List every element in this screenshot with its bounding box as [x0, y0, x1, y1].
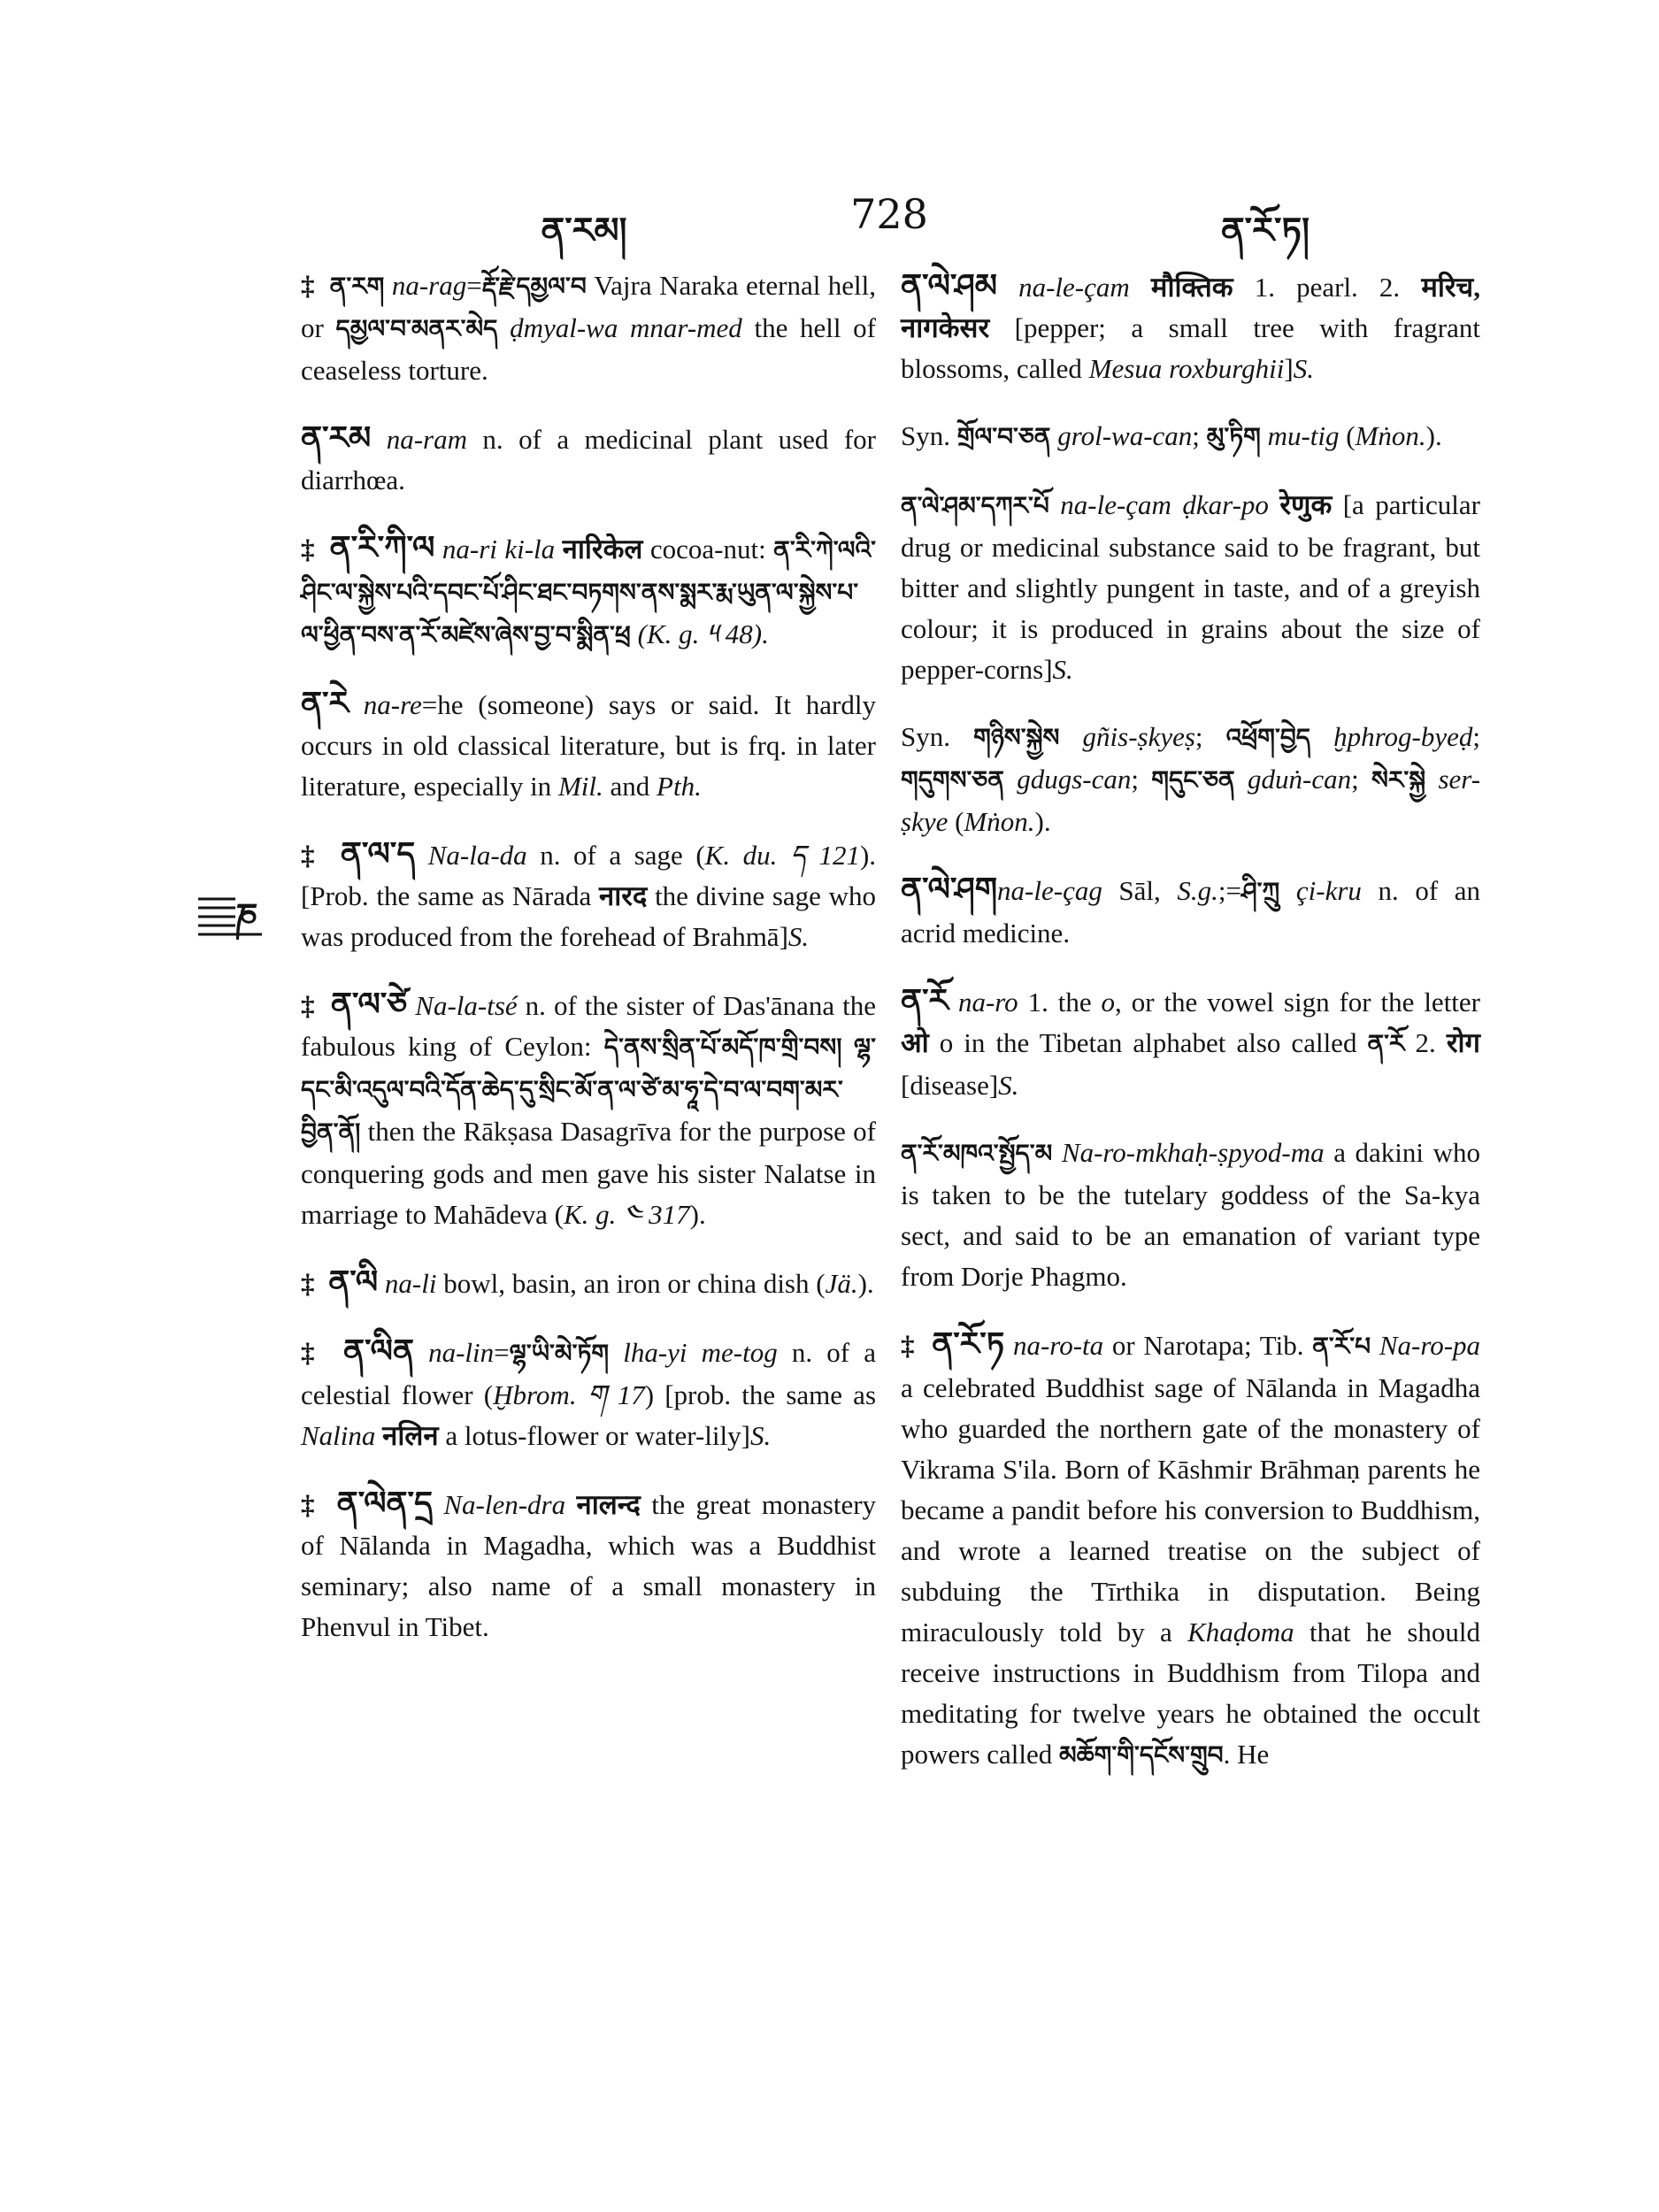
entry-na-lin	[301, 1331, 876, 1456]
translit-text: mu-tig	[1267, 420, 1340, 451]
definition-text: ;	[1131, 764, 1152, 795]
tibetan-text: གདུང་ཅན	[1151, 767, 1235, 795]
definition-text: [pepper; a small tree with fragrant blossoms, called	[901, 312, 1480, 384]
devanagari-text: नालन्द	[576, 1489, 641, 1520]
definition-text: ).	[1034, 806, 1051, 837]
devanagari-text: नारिकेल	[562, 534, 643, 565]
tibetan-text: གྲོལ་བ་ཅན	[956, 424, 1051, 451]
entry-synonyms-2	[901, 717, 1480, 842]
translit-text: ser-ṣkye	[901, 764, 1481, 837]
reference: Pth.	[657, 771, 702, 802]
definition-text: that he should receive instructions in Buddhism from Tilopa and meditating for twelve years he obtained the occult powers called	[901, 1617, 1481, 1770]
entry-na-le-cag	[901, 869, 1480, 954]
headword-translit: na-le-çag	[997, 875, 1102, 906]
headword-tibetan: ན་རོ	[901, 983, 949, 1018]
definition-text: a dakini who is taken to be the tutelary goddess of the Sa-kya sect, and said to be an emanation of variant type from Dorje Phagmo.	[901, 1137, 1480, 1292]
equals-sign: =	[466, 270, 482, 301]
source-abbrev: S.	[1052, 654, 1073, 685]
definition-text: (	[1339, 420, 1356, 451]
headword-translit: na-rag	[391, 270, 467, 301]
definition-text: 2.	[1404, 1027, 1447, 1058]
headword-tibetan: ན་ལེ་ཤག	[901, 872, 998, 907]
cross-mark: ‡	[301, 534, 316, 565]
headword-translit: na-re	[363, 689, 422, 720]
devanagari-text: रेणुक	[1279, 489, 1333, 520]
entry-na-ro-ta	[901, 1324, 1480, 1777]
definition-text: then the Rākṣasa Dasagrīva for the purpose of conquering gods and men gave his sister Nalatse in marriage to Mahādeva (	[301, 1116, 876, 1230]
reference: Mil.	[557, 771, 603, 802]
headword-tibetan: ན་ལེ་ཤམ	[901, 268, 997, 303]
translit-text: gduṅ-can	[1248, 764, 1352, 795]
definition-text: (	[948, 806, 964, 837]
entry-na-li	[301, 1262, 876, 1304]
cross-mark: ‡	[301, 1268, 315, 1299]
translit-text: ḍmyal-wa mnar-med	[510, 312, 742, 343]
headword-tibetan: ན་རག	[329, 273, 385, 301]
definition-text: Sāl,	[1102, 875, 1178, 906]
left-column	[301, 265, 876, 1674]
translit-text: Na-ro-mkhaḥ-ṣpyod-ma	[1061, 1137, 1325, 1168]
headword-tibetan: ན་ལ་ད	[340, 836, 416, 872]
entry-synonyms-1	[901, 416, 1480, 458]
tibetan-text: ཤི་ཀྲུ	[1240, 879, 1280, 906]
translit-text: o	[1101, 987, 1116, 1018]
headword-translit: na-le-çam	[1018, 272, 1130, 303]
headword-tibetan: ན་ལིན	[343, 1333, 414, 1369]
entry-na-ri-ki-la	[301, 527, 876, 657]
definition-text: n. of the sister of Das'ānana the fabulous king of Ceylon:	[301, 990, 877, 1062]
definition-text: n. of an acrid medicine.	[901, 875, 1480, 949]
translit-text: gñis-ṣkyeṣ	[1082, 721, 1195, 752]
devanagari-text: ओ	[901, 1027, 929, 1058]
headword-tibetan: ན་རམ	[301, 420, 372, 456]
headword-tibetan: ན་རོ་ཏ	[932, 1326, 1005, 1362]
definition-text: ).	[857, 1268, 874, 1299]
equals-sign: =	[494, 1337, 510, 1368]
definition-text: n. of a celestial flower (	[301, 1337, 876, 1410]
definition-text: the hell of ceaseless torture.	[301, 312, 877, 386]
tibetan-quote: ན་རི་ཀེ་ལའི་ཤིང་ལ་སྐྱེས་པའི་དབང་པོ་ཤིང་ཐང་བཏགས་ནས་སྨར་རྨ་ཡུན་ལ་སྐྱེས་པ་ལ་ཕྱིན་བས་ན་རོ་མཛེས་ཞེས་བྱ་བ་སྨིན་ཕྲ	[301, 537, 877, 649]
definition-text: [disease]	[901, 1070, 999, 1101]
header-right-tibetan: ན་རོ་ཏ།	[1221, 210, 1310, 251]
definition-text: n. of a medicinal plant used for diarrhœa.	[301, 424, 876, 495]
definition-text: and	[603, 771, 657, 802]
source-abbrev: S.	[787, 921, 810, 952]
tibetan-text: གཉིས་སྐྱེས	[973, 725, 1060, 752]
definition-text: ;	[1472, 721, 1481, 752]
translit-text: lha-yi me-tog	[623, 1337, 778, 1368]
entry-na-la-da	[301, 833, 876, 957]
definition-text: or Narotapa; Tib.	[1103, 1330, 1313, 1361]
definition-text: ;	[1194, 721, 1226, 752]
translit-text: grol-wa-can	[1057, 420, 1193, 451]
reference: K. g. ༤ 317	[563, 1199, 690, 1230]
headword-tibetan: ན་ལི	[328, 1264, 379, 1300]
entry-na-re	[301, 683, 876, 807]
definition-text: ]	[1284, 353, 1294, 384]
translit-text: ḫphrog-byeḍ	[1333, 721, 1473, 752]
headword-translit: na-li	[384, 1268, 437, 1299]
translit-text: Na-ro-pa	[1379, 1330, 1481, 1361]
tibetan-text: མུ་ཏིག	[1206, 424, 1261, 451]
entry-na-len-dra	[301, 1483, 876, 1647]
definition-text: cocoa-nut:	[642, 534, 774, 565]
definition-text: ;	[1351, 764, 1372, 795]
translit-text: Nalina	[301, 1420, 376, 1451]
definition-text: a lotus-flower or water-lily]	[438, 1420, 750, 1451]
headword-tibetan: ན་ལ་ཙེ	[330, 987, 408, 1022]
source-abbrev: S.	[749, 1420, 772, 1451]
cross-mark: ‡	[301, 1337, 322, 1368]
definition-text: , or the vowel sign for the letter	[1115, 987, 1481, 1018]
devanagari-text: मरिच, नागकेसर	[901, 272, 1480, 343]
translit-text: çi-kru	[1295, 875, 1362, 906]
headword-tibetan: ན་རི་ཀི་ལ	[329, 530, 435, 565]
reference: Mṅon.	[1355, 420, 1426, 451]
reference: Jä.	[825, 1268, 858, 1299]
definition-text: ) [prob. the same as	[644, 1379, 877, 1410]
reference: Mṅon.	[964, 806, 1035, 837]
tibetan-text: ན་རོ	[1367, 1031, 1405, 1058]
tibetan-text: སེར་སྐྱེ	[1371, 767, 1426, 795]
definition-text: ;	[1192, 420, 1207, 451]
header-left-tibetan: ན་རམ།	[541, 210, 627, 251]
cross-mark: ‡	[301, 270, 316, 301]
tibetan-text: ལྷ་ཡི་མེ་ཏོག	[509, 1340, 610, 1368]
headword-translit: Na-la-tsé	[415, 990, 518, 1021]
entry-na-le-cam	[901, 265, 1480, 389]
headword-translit: Na-la-da	[427, 840, 527, 871]
translit-text: na-le-çam ḍkar-po	[1060, 489, 1269, 520]
definition-text: n. of a sage (	[526, 840, 705, 871]
entry-na-ro-mkhah-spyod-ma	[901, 1133, 1480, 1297]
translit-text: Mesua roxburghii	[1088, 353, 1285, 384]
definition-text: the divine sage who was produced from the forehead of Brahmā]	[301, 880, 876, 952]
definition-text: bowl, basin, an iron or china dish (	[436, 1268, 826, 1299]
cross-mark: ‡	[301, 840, 321, 871]
source-abbrev: S.	[1293, 353, 1314, 384]
reference: Ḫbrom. ག 17	[493, 1379, 645, 1410]
translit-text: Khaḍoma	[1187, 1617, 1294, 1647]
synonym-lead: Syn.	[901, 721, 974, 752]
reference: K. du. ད 121	[704, 840, 860, 871]
entry-na-la-tse	[301, 984, 876, 1235]
headword-translit: na-ro	[957, 987, 1018, 1018]
synonym-lead: Syn.	[901, 420, 957, 451]
source-abbrev: S.	[998, 1070, 1019, 1101]
reference: (K. g. ༥ 48).	[637, 618, 769, 649]
devanagari-text: मौक्तिक	[1150, 272, 1233, 303]
tibetan-text: དམྱལ་བ་མནར་མེད	[335, 316, 498, 343]
definition-text: 1. the	[1018, 987, 1102, 1018]
headword-translit: na-ram	[386, 424, 467, 455]
headword-tibetan: ན་ལེན་དྲ	[336, 1486, 433, 1521]
equals-sign: =	[421, 689, 438, 720]
entry-na-ro	[901, 980, 1480, 1106]
tibetan-text: ན་རོ་མཁའ་སྤྱོད་མ	[901, 1141, 1053, 1168]
definition-text: . He	[1223, 1739, 1270, 1770]
headword-translit: na-ri ki-la	[442, 534, 556, 565]
devanagari-text: रोग	[1446, 1027, 1480, 1058]
definition-text: Vajra Naraka eternal hell, or	[301, 270, 877, 343]
definition-text: ). [Prob. the same as Nārada	[301, 840, 877, 911]
definition-text: ;=	[1217, 875, 1241, 906]
definition-text: a celebrated Buddhist sage of Nālanda in Magadha who guarded the northern gate of the monastery of Vikrama S'ila. Born of Kāshmir Brāhmaṇ parents he became a pandit before his conversion to Buddhism, and wrote a learned treatise on the subject of subduing the Tīrthika in disputation. Being miraculously told by a	[901, 1372, 1480, 1647]
source-abbrev: S.g.	[1177, 875, 1218, 906]
tibetan-text: ན་རོ་པ	[1312, 1333, 1371, 1361]
definition-text: [a particular drug or medicinal substance said to be fragrant, but bitter and slightly pungent in taste, and of a greyish colour; it is produced in grains about the size of pepper-corns]	[901, 489, 1480, 685]
definition-text: ).	[1425, 420, 1442, 451]
cross-mark: ‡	[301, 990, 316, 1021]
tibetan-text: ན་ལེ་ཤམ་དཀར་པོ	[901, 493, 1049, 520]
margin-mark-glyph: ཎ	[235, 896, 258, 935]
tibetan-quote: དེ་ནས་སྲིན་པོ་མདོ་ཁ་གྲི་བས། ལྷ་དང་མི་འདུལ་བའི་དོན་ཆེད་དུ་སྲིང་མོ་ན་ལ་ཙེ་མ་ཧཱ་དེ་བ་ལ་བག་མར་བྱིན་ནོ།	[301, 1034, 877, 1147]
headword-translit: na-lin	[428, 1337, 495, 1368]
definition-text: o in the Tibetan alphabet also called	[928, 1027, 1368, 1058]
headword-translit: Na-len-dra	[443, 1489, 566, 1520]
devanagari-text: नलिन	[382, 1420, 439, 1451]
margin-mark-icon	[196, 888, 264, 940]
tibetan-text: འཕྲོག་བྱེད	[1225, 725, 1310, 752]
definition-text: the great monastery of Nālanda in Magadha, which was a Buddhist seminary; also name of a small monastery in Phenvul in Tibet.	[301, 1489, 877, 1642]
entry-na-le-cam-dkar-po	[901, 485, 1480, 690]
devanagari-text: नारद	[599, 880, 648, 911]
tibetan-text: རྡོ་རྗེ་དམྱལ་བ	[481, 273, 587, 301]
entry-na-ram	[301, 418, 876, 501]
cross-mark: ‡	[901, 1330, 917, 1361]
tibetan-text: མཆོག་གི་དངོས་གྲུབ	[1059, 1742, 1224, 1770]
definition-text: 1. pearl. 2.	[1233, 272, 1422, 303]
definition-text: ).	[689, 1199, 706, 1230]
translit-text: gdugs-can	[1017, 764, 1132, 795]
tibetan-text: གདུགས་ཅན	[901, 767, 1004, 795]
definition-text: he (someone) says or said. It hardly occurs in old classical literature, but is frq. in later literature, especially in	[301, 689, 876, 802]
right-column	[901, 265, 1480, 1803]
headword-tibetan: ན་རེ	[301, 686, 349, 721]
cross-mark: ‡	[301, 1489, 319, 1520]
entry-na-rag	[301, 265, 876, 391]
page-number: 728	[850, 190, 928, 238]
headword-translit: na-ro-ta	[1012, 1330, 1104, 1361]
